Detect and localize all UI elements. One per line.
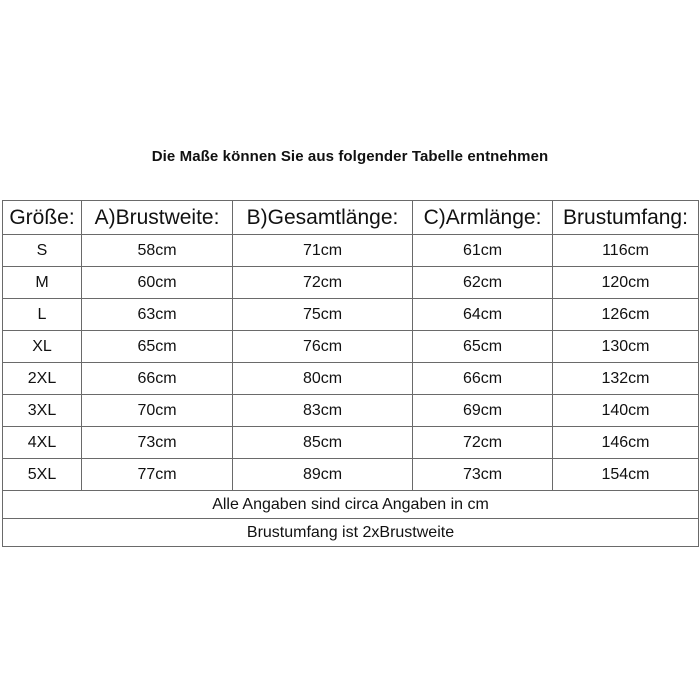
cell-total-length: 71cm <box>233 235 413 267</box>
table-header <box>3 201 699 235</box>
cell-size: 5XL <box>3 459 82 491</box>
note-approximate: Alle Angaben sind circa Angaben in cm <box>3 491 699 519</box>
cell-size: XL <box>3 331 82 363</box>
cell-chest-width: 66cm <box>82 363 233 395</box>
header-total-length: B)Gesamtlänge: <box>233 201 413 235</box>
table-row <box>3 235 699 267</box>
table-row <box>3 459 699 491</box>
cell-size: 2XL <box>3 363 82 395</box>
note-row <box>3 491 699 519</box>
cell-chest-circumference: 140cm <box>553 395 699 427</box>
cell-sleeve-length: 64cm <box>413 299 553 331</box>
cell-size: 4XL <box>3 427 82 459</box>
cell-total-length: 85cm <box>233 427 413 459</box>
size-table <box>2 200 699 547</box>
table-row <box>3 299 699 331</box>
cell-chest-circumference: 154cm <box>553 459 699 491</box>
cell-chest-circumference: 126cm <box>553 299 699 331</box>
note-chest-circumference: Brustumfang ist 2xBrustweite <box>3 519 699 547</box>
cell-chest-circumference: 146cm <box>553 427 699 459</box>
header-chest-width: A)Brustweite: <box>82 201 233 235</box>
table-footer <box>3 491 699 547</box>
cell-chest-circumference: 116cm <box>553 235 699 267</box>
cell-total-length: 76cm <box>233 331 413 363</box>
cell-size: L <box>3 299 82 331</box>
cell-sleeve-length: 72cm <box>413 427 553 459</box>
cell-size: 3XL <box>3 395 82 427</box>
header-row <box>3 201 699 235</box>
cell-chest-width: 60cm <box>82 267 233 299</box>
table-row <box>3 395 699 427</box>
cell-total-length: 89cm <box>233 459 413 491</box>
cell-sleeve-length: 69cm <box>413 395 553 427</box>
cell-total-length: 75cm <box>233 299 413 331</box>
cell-size: S <box>3 235 82 267</box>
cell-size: M <box>3 267 82 299</box>
cell-sleeve-length: 61cm <box>413 235 553 267</box>
cell-sleeve-length: 66cm <box>413 363 553 395</box>
header-size: Größe: <box>3 201 82 235</box>
table-row <box>3 267 699 299</box>
cell-total-length: 83cm <box>233 395 413 427</box>
cell-total-length: 72cm <box>233 267 413 299</box>
cell-chest-width: 77cm <box>82 459 233 491</box>
page-title: Die Maße können Sie aus folgender Tabelle entnehmen <box>151 148 549 165</box>
cell-total-length: 80cm <box>233 363 413 395</box>
cell-sleeve-length: 62cm <box>413 267 553 299</box>
cell-chest-width: 63cm <box>82 299 233 331</box>
cell-chest-circumference: 130cm <box>553 331 699 363</box>
table-row <box>3 427 699 459</box>
header-chest-circumference: Brustumfang: <box>553 201 699 235</box>
table-row <box>3 363 699 395</box>
cell-chest-width: 73cm <box>82 427 233 459</box>
cell-sleeve-length: 65cm <box>413 331 553 363</box>
table-body <box>3 235 699 491</box>
cell-chest-width: 65cm <box>82 331 233 363</box>
cell-chest-width: 58cm <box>82 235 233 267</box>
table-row <box>3 331 699 363</box>
cell-chest-circumference: 132cm <box>553 363 699 395</box>
note-row <box>3 519 699 547</box>
cell-chest-width: 70cm <box>82 395 233 427</box>
cell-chest-circumference: 120cm <box>553 267 699 299</box>
header-sleeve-length: C)Armlänge: <box>413 201 553 235</box>
cell-sleeve-length: 73cm <box>413 459 553 491</box>
